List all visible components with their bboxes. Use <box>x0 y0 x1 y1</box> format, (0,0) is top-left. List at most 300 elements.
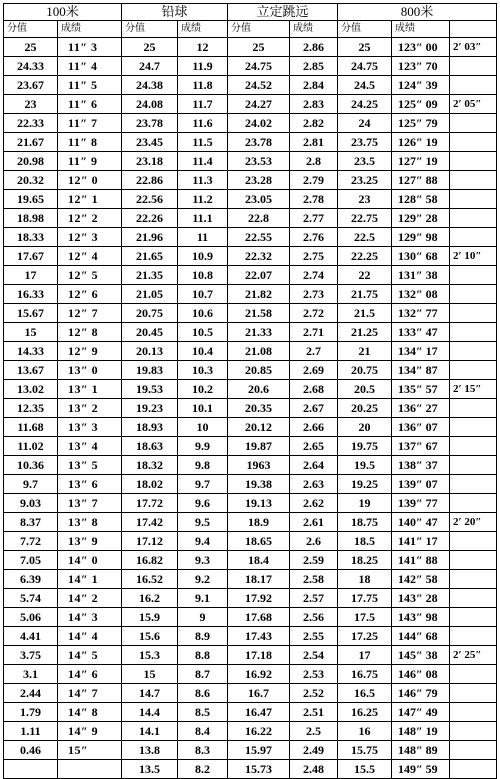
cell-points-long-jump: 18.9 <box>228 513 290 532</box>
table-row <box>4 285 497 304</box>
cell-result-100m: 12″ 7 <box>58 304 122 323</box>
cell-points-long-jump: 18.4 <box>228 551 290 570</box>
cell-points-100m: 7.72 <box>4 532 58 551</box>
cell-result-long-jump: 2.85 <box>290 57 338 76</box>
cell-result-100m: 13″ 0 <box>58 361 122 380</box>
cell-result-800m: 146″ 79 <box>392 684 450 703</box>
cell-alt-time-800m <box>450 228 497 247</box>
cell-points-long-jump: 15.73 <box>228 760 290 779</box>
cell-points-800m: 24.75 <box>338 57 392 76</box>
table-row <box>4 76 497 95</box>
cell-alt-time-800m <box>450 133 497 152</box>
cell-result-long-jump: 2.6 <box>290 532 338 551</box>
cell-points-100m: 1.79 <box>4 703 58 722</box>
cell-points-long-jump: 16.7 <box>228 684 290 703</box>
cell-points-long-jump: 17.43 <box>228 627 290 646</box>
cell-alt-time-800m: 2′ 25″ <box>450 646 497 665</box>
cell-result-long-jump: 2.8 <box>290 152 338 171</box>
cell-points-100m: 2.44 <box>4 684 58 703</box>
cell-points-long-jump: 25 <box>228 38 290 57</box>
cell-result-shot-put: 10.5 <box>178 323 228 342</box>
cell-alt-time-800m: 2′ 05″ <box>450 95 497 114</box>
cell-points-shot-put: 20.45 <box>122 323 178 342</box>
cell-points-800m: 17.5 <box>338 608 392 627</box>
cell-points-800m: 19.25 <box>338 475 392 494</box>
cell-result-shot-put: 11 <box>178 228 228 247</box>
cell-points-long-jump: 21.08 <box>228 342 290 361</box>
table-row <box>4 171 497 190</box>
subheader-points: 分值 <box>4 21 58 38</box>
cell-result-shot-put: 9.4 <box>178 532 228 551</box>
table-row <box>4 532 497 551</box>
cell-points-shot-put: 14.4 <box>122 703 178 722</box>
cell-points-800m: 22.5 <box>338 228 392 247</box>
cell-points-long-jump: 19.13 <box>228 494 290 513</box>
cell-result-shot-put: 9.6 <box>178 494 228 513</box>
cell-result-long-jump: 2.58 <box>290 570 338 589</box>
cell-result-shot-put: 10.2 <box>178 380 228 399</box>
cell-points-100m: 23 <box>4 95 58 114</box>
cell-result-long-jump: 2.81 <box>290 133 338 152</box>
table-row <box>4 95 497 114</box>
cell-result-800m: 149″ 59 <box>392 760 450 779</box>
cell-result-long-jump: 2.66 <box>290 418 338 437</box>
cell-result-800m: 130″ 68 <box>392 247 450 266</box>
cell-result-800m: 144″ 68 <box>392 627 450 646</box>
cell-result-800m: 128″ 58 <box>392 190 450 209</box>
cell-points-800m: 22 <box>338 266 392 285</box>
cell-result-800m: 136″ 07 <box>392 418 450 437</box>
cell-result-long-jump: 2.83 <box>290 95 338 114</box>
table-row <box>4 665 497 684</box>
cell-points-100m: 19.65 <box>4 190 58 209</box>
cell-points-800m: 24.5 <box>338 76 392 95</box>
cell-result-long-jump: 2.63 <box>290 475 338 494</box>
cell-alt-time-800m <box>450 608 497 627</box>
cell-points-800m: 20 <box>338 418 392 437</box>
cell-result-shot-put: 11.4 <box>178 152 228 171</box>
cell-result-100m: 14″ 4 <box>58 627 122 646</box>
cell-points-long-jump: 20.85 <box>228 361 290 380</box>
cell-result-800m: 145″ 38 <box>392 646 450 665</box>
cell-result-long-jump: 2.73 <box>290 285 338 304</box>
cell-result-long-jump: 2.64 <box>290 456 338 475</box>
cell-points-800m: 23.25 <box>338 171 392 190</box>
cell-points-shot-put: 13.8 <box>122 741 178 760</box>
cell-result-800m: 125″ 09 <box>392 95 450 114</box>
cell-result-long-jump: 2.78 <box>290 190 338 209</box>
cell-result-100m: 12″ 3 <box>58 228 122 247</box>
cell-result-100m: 12″ 0 <box>58 171 122 190</box>
table-row <box>4 437 497 456</box>
cell-alt-time-800m <box>450 665 497 684</box>
cell-result-shot-put: 11.5 <box>178 133 228 152</box>
cell-alt-time-800m <box>450 570 497 589</box>
table-row <box>4 133 497 152</box>
cell-points-long-jump: 16.47 <box>228 703 290 722</box>
cell-alt-time-800m <box>450 342 497 361</box>
cell-alt-time-800m <box>450 475 497 494</box>
cell-points-800m: 21.5 <box>338 304 392 323</box>
cell-result-long-jump: 2.71 <box>290 323 338 342</box>
cell-alt-time-800m <box>450 209 497 228</box>
cell-result-long-jump: 2.7 <box>290 342 338 361</box>
cell-points-800m: 21 <box>338 342 392 361</box>
header-row-events <box>4 4 497 21</box>
cell-alt-time-800m <box>450 456 497 475</box>
cell-points-long-jump: 20.35 <box>228 399 290 418</box>
cell-result-800m: 135″ 57 <box>392 380 450 399</box>
cell-points-100m: 10.36 <box>4 456 58 475</box>
cell-points-100m: 13.02 <box>4 380 58 399</box>
cell-result-long-jump: 2.84 <box>290 76 338 95</box>
cell-points-shot-put: 21.96 <box>122 228 178 247</box>
table-row <box>4 209 497 228</box>
table-row <box>4 627 497 646</box>
table-row <box>4 570 497 589</box>
cell-result-100m: 14″ 1 <box>58 570 122 589</box>
cell-alt-time-800m <box>450 361 497 380</box>
cell-result-800m: 146″ 08 <box>392 665 450 684</box>
cell-alt-time-800m: 2′ 10″ <box>450 247 497 266</box>
cell-result-800m: 140″ 47 <box>392 513 450 532</box>
cell-points-100m: 17 <box>4 266 58 285</box>
cell-result-long-jump: 2.56 <box>290 608 338 627</box>
cell-result-shot-put: 11.7 <box>178 95 228 114</box>
cell-points-800m: 16 <box>338 722 392 741</box>
cell-result-shot-put: 8.8 <box>178 646 228 665</box>
cell-alt-time-800m <box>450 304 497 323</box>
cell-alt-time-800m <box>450 57 497 76</box>
cell-result-shot-put: 8.6 <box>178 684 228 703</box>
cell-points-shot-put: 15.6 <box>122 627 178 646</box>
table-row <box>4 38 497 57</box>
cell-result-long-jump: 2.75 <box>290 247 338 266</box>
cell-result-800m: 129″ 28 <box>392 209 450 228</box>
cell-points-800m: 16.5 <box>338 684 392 703</box>
cell-result-shot-put: 9.7 <box>178 475 228 494</box>
cell-points-100m: 20.98 <box>4 152 58 171</box>
cell-result-shot-put: 10.9 <box>178 247 228 266</box>
cell-alt-time-800m <box>450 722 497 741</box>
cell-points-shot-put: 22.26 <box>122 209 178 228</box>
cell-result-shot-put: 9.3 <box>178 551 228 570</box>
cell-result-long-jump: 2.76 <box>290 228 338 247</box>
cell-result-100m: 12″ 1 <box>58 190 122 209</box>
cell-alt-time-800m: 2′ 20″ <box>450 513 497 532</box>
cell-alt-time-800m <box>450 418 497 437</box>
cell-points-shot-put: 22.86 <box>122 171 178 190</box>
cell-result-shot-put: 10 <box>178 418 228 437</box>
cell-points-100m: 9.03 <box>4 494 58 513</box>
cell-result-long-jump: 2.48 <box>290 760 338 779</box>
table-row <box>4 190 497 209</box>
subheader-blank <box>450 21 497 38</box>
cell-points-800m: 18.5 <box>338 532 392 551</box>
header-shot-put: 铅球 <box>122 4 228 21</box>
cell-points-100m: 9.7 <box>4 475 58 494</box>
cell-result-shot-put: 9.1 <box>178 589 228 608</box>
cell-points-100m: 6.39 <box>4 570 58 589</box>
cell-points-800m: 17.25 <box>338 627 392 646</box>
cell-result-800m: 127″ 19 <box>392 152 450 171</box>
cell-points-shot-put: 19.83 <box>122 361 178 380</box>
cell-result-long-jump: 2.49 <box>290 741 338 760</box>
cell-points-100m: 7.05 <box>4 551 58 570</box>
cell-points-long-jump: 23.53 <box>228 152 290 171</box>
cell-points-100m: 0.46 <box>4 741 58 760</box>
table-row <box>4 475 497 494</box>
subheader-result: 成绩 <box>392 21 450 38</box>
cell-points-100m: 8.37 <box>4 513 58 532</box>
cell-result-shot-put: 8.5 <box>178 703 228 722</box>
cell-result-800m: 131″ 38 <box>392 266 450 285</box>
cell-alt-time-800m <box>450 152 497 171</box>
cell-points-long-jump: 19.38 <box>228 475 290 494</box>
cell-points-100m: 24.33 <box>4 57 58 76</box>
cell-result-100m: 13″ 1 <box>58 380 122 399</box>
cell-points-100m: 5.74 <box>4 589 58 608</box>
cell-result-800m: 143″ 28 <box>392 589 450 608</box>
cell-result-100m: 11″ 6 <box>58 95 122 114</box>
cell-result-100m: 12″ 2 <box>58 209 122 228</box>
table-row <box>4 551 497 570</box>
cell-points-800m: 23 <box>338 190 392 209</box>
cell-result-100m: 13″ 7 <box>58 494 122 513</box>
header-800m: 800米 <box>338 4 497 21</box>
cell-result-shot-put: 10.1 <box>178 399 228 418</box>
table-row <box>4 361 497 380</box>
cell-points-long-jump: 24.75 <box>228 57 290 76</box>
cell-result-100m: 13″ 4 <box>58 437 122 456</box>
table-row <box>4 57 497 76</box>
cell-points-shot-put: 21.35 <box>122 266 178 285</box>
cell-points-long-jump: 24.27 <box>228 95 290 114</box>
cell-result-long-jump: 2.86 <box>290 38 338 57</box>
cell-alt-time-800m <box>450 684 497 703</box>
cell-result-long-jump: 2.62 <box>290 494 338 513</box>
cell-result-long-jump: 2.74 <box>290 266 338 285</box>
cell-points-800m: 18.25 <box>338 551 392 570</box>
cell-result-800m: 132″ 08 <box>392 285 450 304</box>
cell-result-shot-put: 8.4 <box>178 722 228 741</box>
cell-points-shot-put: 21.05 <box>122 285 178 304</box>
cell-points-shot-put: 17.72 <box>122 494 178 513</box>
cell-points-long-jump: 23.78 <box>228 133 290 152</box>
cell-points-shot-put: 23.18 <box>122 152 178 171</box>
table-row <box>4 228 497 247</box>
table-row <box>4 760 497 779</box>
table-row <box>4 646 497 665</box>
cell-points-shot-put: 14.1 <box>122 722 178 741</box>
table-row <box>4 323 497 342</box>
cell-result-800m: 148″ 19 <box>392 722 450 741</box>
cell-result-800m: 138″ 37 <box>392 456 450 475</box>
cell-points-long-jump: 22.8 <box>228 209 290 228</box>
table-row <box>4 589 497 608</box>
cell-result-800m: 139″ 77 <box>392 494 450 513</box>
cell-result-100m: 12″ 9 <box>58 342 122 361</box>
cell-result-800m: 133″ 47 <box>392 323 450 342</box>
cell-points-shot-put: 18.32 <box>122 456 178 475</box>
cell-points-long-jump: 16.92 <box>228 665 290 684</box>
cell-result-long-jump: 2.72 <box>290 304 338 323</box>
table-row <box>4 304 497 323</box>
cell-points-long-jump: 23.05 <box>228 190 290 209</box>
cell-result-shot-put: 10.4 <box>178 342 228 361</box>
cell-points-100m: 3.75 <box>4 646 58 665</box>
cell-result-long-jump: 2.51 <box>290 703 338 722</box>
cell-points-shot-put: 22.56 <box>122 190 178 209</box>
cell-result-100m: 13″ 5 <box>58 456 122 475</box>
cell-points-100m: 16.33 <box>4 285 58 304</box>
cell-points-long-jump: 21.58 <box>228 304 290 323</box>
table-row <box>4 513 497 532</box>
cell-result-long-jump: 2.53 <box>290 665 338 684</box>
cell-points-long-jump: 18.17 <box>228 570 290 589</box>
cell-result-shot-put: 11.1 <box>178 209 228 228</box>
cell-points-shot-put: 19.23 <box>122 399 178 418</box>
cell-points-long-jump: 20.12 <box>228 418 290 437</box>
cell-points-100m: 20.32 <box>4 171 58 190</box>
cell-result-800m: 123″ 70 <box>392 57 450 76</box>
cell-points-long-jump: 19.87 <box>228 437 290 456</box>
cell-points-long-jump: 21.82 <box>228 285 290 304</box>
table-row <box>4 114 497 133</box>
cell-result-100m: 13″ 6 <box>58 475 122 494</box>
cell-result-800m: 147″ 49 <box>392 703 450 722</box>
cell-points-shot-put: 25 <box>122 38 178 57</box>
cell-result-long-jump: 2.59 <box>290 551 338 570</box>
cell-alt-time-800m: 2′ 03″ <box>450 38 497 57</box>
cell-result-shot-put: 11.9 <box>178 57 228 76</box>
cell-alt-time-800m <box>450 323 497 342</box>
cell-result-100m <box>58 760 122 779</box>
cell-points-800m: 16.75 <box>338 665 392 684</box>
cell-points-shot-put: 15.3 <box>122 646 178 665</box>
cell-alt-time-800m <box>450 551 497 570</box>
table-row <box>4 399 497 418</box>
cell-points-800m: 15.75 <box>338 741 392 760</box>
cell-points-long-jump: 21.33 <box>228 323 290 342</box>
cell-points-shot-put: 17.42 <box>122 513 178 532</box>
cell-alt-time-800m <box>450 266 497 285</box>
cell-points-long-jump: 24.02 <box>228 114 290 133</box>
cell-result-100m: 13″ 9 <box>58 532 122 551</box>
table-row <box>4 247 497 266</box>
cell-result-long-jump: 2.57 <box>290 589 338 608</box>
cell-points-800m: 23.5 <box>338 152 392 171</box>
cell-result-800m: 125″ 79 <box>392 114 450 133</box>
cell-points-800m: 23.75 <box>338 133 392 152</box>
cell-alt-time-800m <box>450 76 497 95</box>
cell-result-800m: 129″ 98 <box>392 228 450 247</box>
subheader-points: 分值 <box>122 21 178 38</box>
cell-result-100m: 13″ 8 <box>58 513 122 532</box>
cell-points-long-jump: 20.6 <box>228 380 290 399</box>
subheader-points: 分值 <box>228 21 290 38</box>
cell-points-long-jump: 24.52 <box>228 76 290 95</box>
cell-alt-time-800m <box>450 285 497 304</box>
cell-result-800m: 137″ 67 <box>392 437 450 456</box>
table-row <box>4 380 497 399</box>
cell-result-100m: 14″ 9 <box>58 722 122 741</box>
table-row <box>4 703 497 722</box>
cell-points-shot-put: 24.08 <box>122 95 178 114</box>
header-100m: 100米 <box>4 4 122 21</box>
cell-points-800m: 17.75 <box>338 589 392 608</box>
cell-points-shot-put: 17.12 <box>122 532 178 551</box>
cell-alt-time-800m <box>450 171 497 190</box>
cell-result-shot-put: 11.6 <box>178 114 228 133</box>
cell-result-long-jump: 2.54 <box>290 646 338 665</box>
cell-points-shot-put: 16.82 <box>122 551 178 570</box>
cell-points-long-jump: 23.28 <box>228 171 290 190</box>
cell-points-100m: 25 <box>4 38 58 57</box>
cell-result-100m: 11″ 5 <box>58 76 122 95</box>
cell-points-800m: 18.75 <box>338 513 392 532</box>
cell-points-shot-put: 14.7 <box>122 684 178 703</box>
cell-points-100m <box>4 760 58 779</box>
cell-points-100m: 23.67 <box>4 76 58 95</box>
cell-points-100m: 22.33 <box>4 114 58 133</box>
cell-alt-time-800m <box>450 760 497 779</box>
cell-result-800m: 141″ 17 <box>392 532 450 551</box>
cell-result-shot-put: 10.3 <box>178 361 228 380</box>
cell-points-100m: 15.67 <box>4 304 58 323</box>
cell-result-shot-put: 9.5 <box>178 513 228 532</box>
cell-result-shot-put: 12 <box>178 38 228 57</box>
cell-result-100m: 14″ 3 <box>58 608 122 627</box>
cell-points-100m: 4.41 <box>4 627 58 646</box>
table-row <box>4 152 497 171</box>
subheader-points: 分值 <box>338 21 392 38</box>
cell-result-100m: 12″ 8 <box>58 323 122 342</box>
cell-result-800m: 134″ 87 <box>392 361 450 380</box>
cell-points-shot-put: 15.9 <box>122 608 178 627</box>
cell-points-800m: 15.5 <box>338 760 392 779</box>
cell-points-shot-put: 19.53 <box>122 380 178 399</box>
cell-result-100m: 11″ 3 <box>58 38 122 57</box>
subheader-result: 成绩 <box>58 21 122 38</box>
cell-points-800m: 16.25 <box>338 703 392 722</box>
cell-points-800m: 21.75 <box>338 285 392 304</box>
cell-result-100m: 13″ 3 <box>58 418 122 437</box>
cell-result-100m: 15″ <box>58 741 122 760</box>
score-table <box>3 3 497 779</box>
cell-result-shot-put: 8.2 <box>178 760 228 779</box>
cell-points-long-jump: 18.65 <box>228 532 290 551</box>
cell-result-long-jump: 2.82 <box>290 114 338 133</box>
cell-result-100m: 14″ 0 <box>58 551 122 570</box>
cell-points-800m: 20.25 <box>338 399 392 418</box>
cell-result-shot-put: 10.6 <box>178 304 228 323</box>
cell-result-800m: 148″ 89 <box>392 741 450 760</box>
cell-alt-time-800m <box>450 190 497 209</box>
cell-result-100m: 12″ 6 <box>58 285 122 304</box>
cell-result-shot-put: 8.3 <box>178 741 228 760</box>
cell-result-100m: 14″ 2 <box>58 589 122 608</box>
cell-points-shot-put: 24.38 <box>122 76 178 95</box>
cell-points-long-jump: 22.55 <box>228 228 290 247</box>
cell-result-long-jump: 2.67 <box>290 399 338 418</box>
cell-points-100m: 3.1 <box>4 665 58 684</box>
cell-points-100m: 1.11 <box>4 722 58 741</box>
cell-points-long-jump: 17.18 <box>228 646 290 665</box>
cell-points-long-jump: 22.32 <box>228 247 290 266</box>
cell-points-100m: 18.33 <box>4 228 58 247</box>
cell-result-800m: 136″ 27 <box>392 399 450 418</box>
